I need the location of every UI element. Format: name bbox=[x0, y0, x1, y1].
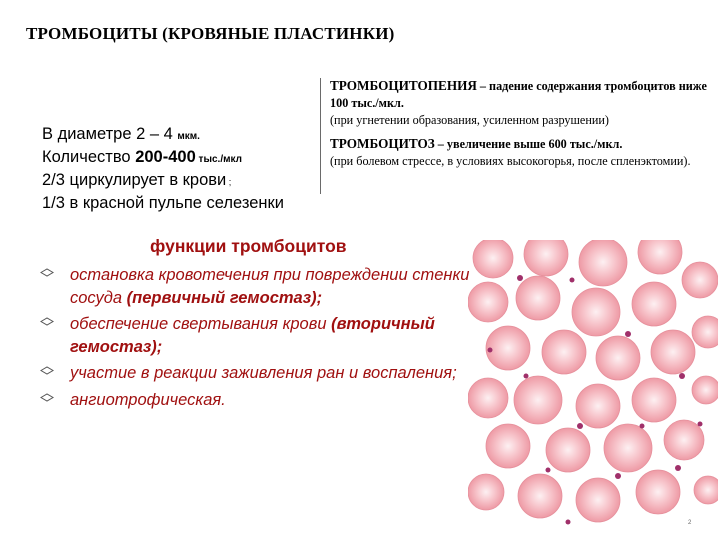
red-blood-cell bbox=[694, 476, 718, 504]
diamond-bullet-icon bbox=[40, 268, 54, 277]
red-blood-cell bbox=[542, 330, 586, 374]
red-blood-cell bbox=[576, 384, 620, 428]
platelet bbox=[570, 278, 575, 283]
red-blood-cell bbox=[518, 474, 562, 518]
platelet bbox=[679, 373, 685, 379]
list-item: ангиотрофическая. bbox=[0, 389, 500, 412]
platelet bbox=[524, 374, 529, 379]
platelet-facts bbox=[42, 124, 284, 214]
red-blood-cell bbox=[576, 478, 620, 522]
divider-line bbox=[320, 78, 321, 194]
red-blood-cell bbox=[514, 376, 562, 424]
platelet bbox=[675, 465, 681, 471]
red-blood-cell bbox=[692, 316, 718, 348]
red-blood-cell bbox=[468, 474, 504, 510]
platelet bbox=[615, 473, 621, 479]
red-blood-cell bbox=[682, 262, 718, 298]
red-blood-cell bbox=[579, 240, 627, 286]
definitions-block bbox=[330, 77, 715, 176]
platelet bbox=[517, 275, 523, 281]
functions-list bbox=[0, 264, 500, 411]
red-blood-cell bbox=[596, 336, 640, 380]
platelet bbox=[625, 331, 631, 337]
red-blood-cell bbox=[692, 376, 718, 404]
thrombocytosis-definition: ТРОМБОЦИТОЗ – увеличение выше 600 тыс./мкл. (при болевом стрессе, в условиях высокогорья, после спленэктомии). bbox=[330, 136, 691, 168]
count-row: Количество 200-400 тыс./мкл bbox=[42, 148, 242, 166]
functions-title: функции тромбоцитов bbox=[150, 236, 347, 256]
list-item: участие в реакции заживления ран и воспаления; bbox=[0, 362, 500, 385]
red-blood-cell bbox=[651, 330, 695, 374]
page-number: 2 bbox=[688, 520, 692, 526]
red-blood-cell bbox=[572, 288, 620, 336]
diamond-bullet-icon bbox=[40, 366, 54, 375]
red-blood-cell bbox=[546, 428, 590, 472]
page-title: ТРОМБОЦИТЫ (КРОВЯНЫЕ ПЛАСТИНКИ) bbox=[26, 24, 395, 43]
red-blood-cell bbox=[524, 240, 568, 276]
red-blood-cell bbox=[632, 378, 676, 422]
red-blood-cell bbox=[632, 282, 676, 326]
platelet bbox=[577, 423, 583, 429]
list-item: обеспечение свертывания крови (вторичный гемостаз); bbox=[0, 313, 500, 358]
red-blood-cell bbox=[486, 424, 530, 468]
list-item: остановка кровотечения при повреждении стенки сосуда (первичный гемостаз); bbox=[0, 264, 500, 309]
blood-smear-illustration bbox=[468, 240, 718, 530]
platelet bbox=[546, 468, 551, 473]
platelet bbox=[566, 520, 571, 525]
red-blood-cell bbox=[638, 240, 682, 274]
diameter-row: В диаметре 2 – 4 мкм. bbox=[42, 125, 200, 143]
thrombocytopenia-definition: ТРОМБОЦИТОПЕНИЯ – падение содержания тромбоцитов ниже 100 тыс./мкл. (при угнетении образования, усиленном разрушении) bbox=[330, 78, 707, 127]
circulating-row: 2/3 циркулирует в крови ; bbox=[42, 171, 232, 189]
diamond-bullet-icon bbox=[40, 393, 54, 402]
red-blood-cell bbox=[604, 424, 652, 472]
diamond-bullet-icon bbox=[40, 317, 54, 326]
red-blood-cell bbox=[664, 420, 704, 460]
spleen-row: 1/3 в красной пульпе селезенки bbox=[42, 194, 284, 212]
red-blood-cell bbox=[516, 276, 560, 320]
platelet bbox=[698, 422, 703, 427]
red-blood-cell bbox=[636, 470, 680, 514]
platelet bbox=[640, 424, 645, 429]
